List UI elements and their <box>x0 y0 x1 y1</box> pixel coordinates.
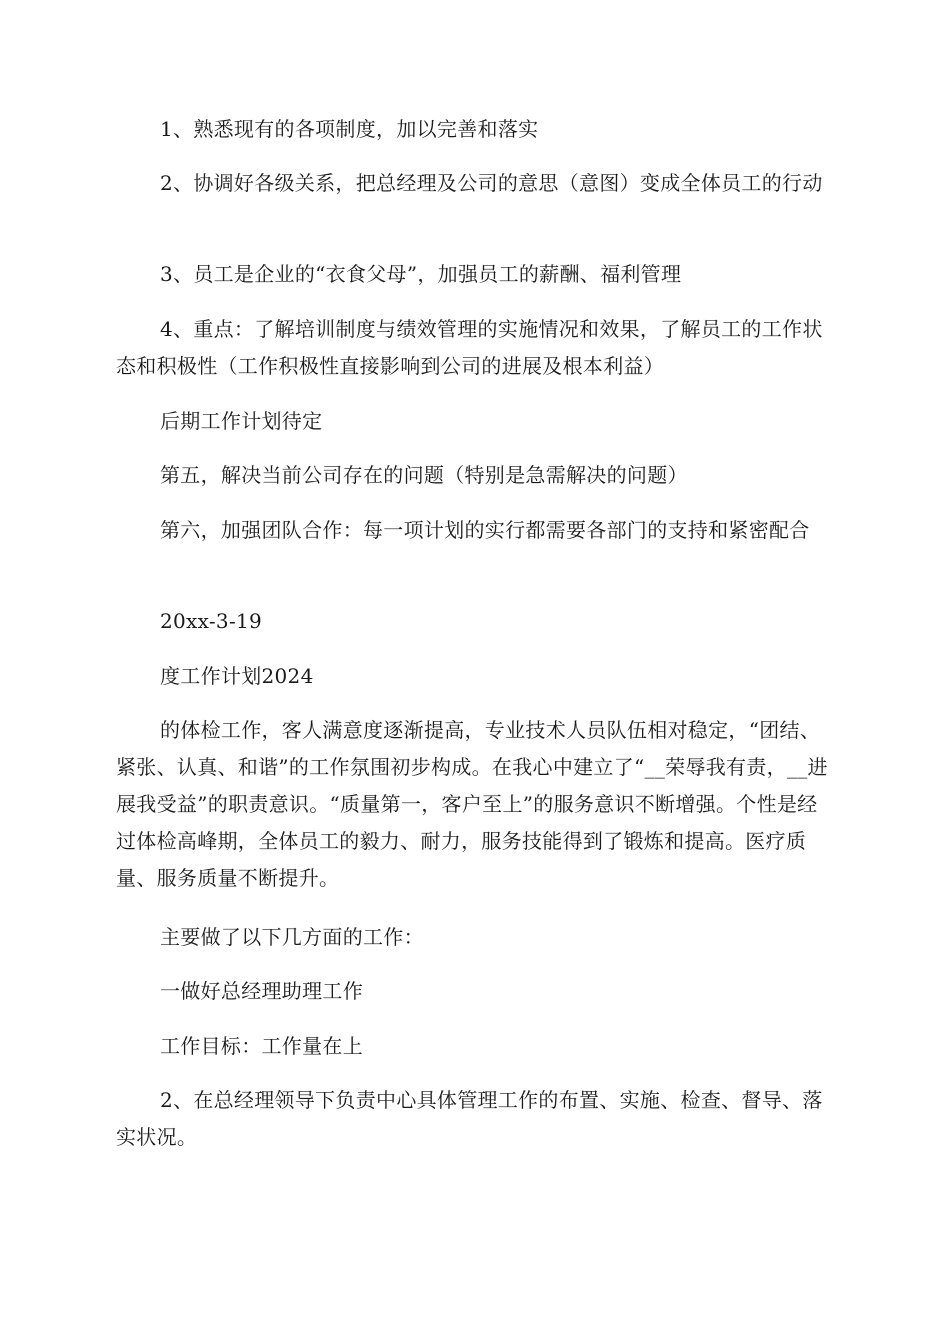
paragraph-2: 2、协调好各级关系，把总经理及公司的意思（意图）变成全体员工的行动 <box>160 171 823 195</box>
paragraph-7: 第六，加强团队合作：每一项计划的实行都需要各部门的支持和紧密配合 <box>160 518 810 542</box>
paragraph-date: 20xx-3-19 <box>160 609 263 633</box>
paragraph-body: 的体检工作，客人满意度逐渐提高，专业技术人员队伍相对稳定，“团结、紧张、认真、和谐”的工作氛围初步构成。在我心中建立了“__荣辱我有责，__进展我受益”的职责意识。“质量第一，客户至上”的服务意识不断增强。个性是经过体检高峰期，全体员工的毅力、耐力，服务技能得到了锻炼和提高。医疗质量、服务质量不断提升。 <box>116 718 828 890</box>
paragraph-5: 后期工作计划待定 <box>160 409 323 433</box>
paragraph-12: 一做好总经理助理工作 <box>160 979 363 1003</box>
paragraph-14: 2、在总经理领导下负责中心具体管理工作的布置、实施、检查、督导、落实状况。 <box>116 1088 823 1149</box>
paragraph-1: 1、熟悉现有的各项制度，加以完善和落实 <box>160 117 539 141</box>
paragraph-11: 主要做了以下几方面的工作： <box>160 925 424 949</box>
paragraph-13: 工作目标：工作量在上 <box>160 1034 363 1058</box>
paragraph-4: 4、重点：了解培训制度与绩效管理的实施情况和效果，了解员工的工作状态和积极性（工作积极性直接影响到公司的进展及根本利益） <box>116 317 823 378</box>
paragraph-3: 3、员工是企业的“衣食父母”，加强员工的薪酬、福利管理 <box>160 262 682 286</box>
paragraph-heading: 度工作计划2024 <box>160 664 314 688</box>
paragraph-6: 第五，解决当前公司存在的问题（特别是急需解决的问题） <box>160 463 688 487</box>
